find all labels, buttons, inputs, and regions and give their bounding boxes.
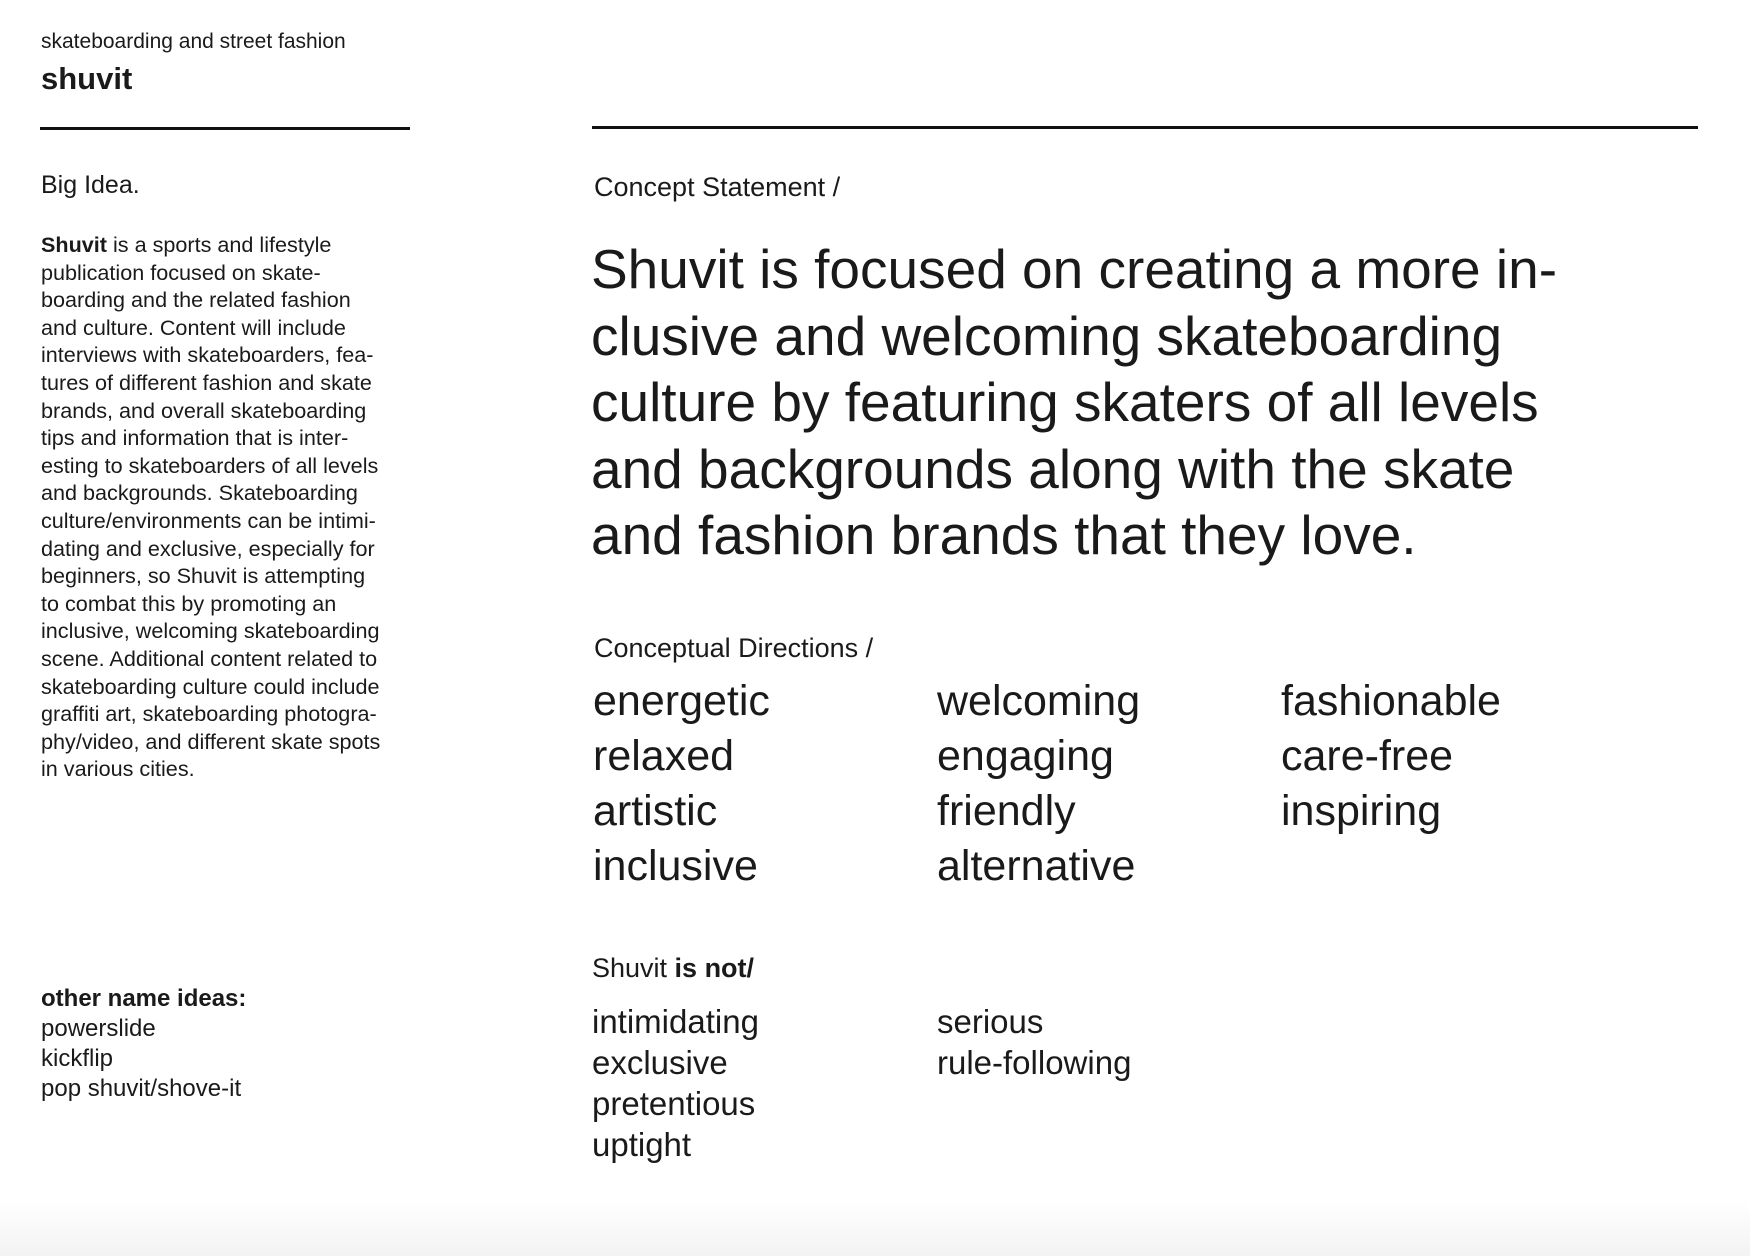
- other-name-ideas: [41, 984, 246, 1104]
- big-idea-line: publication focused on skate-: [41, 259, 321, 285]
- is-not-word: serious: [937, 1003, 1044, 1040]
- direction-word: relaxed: [593, 732, 735, 780]
- concept-statement: [591, 236, 1557, 569]
- big-idea-line: in various cities.: [41, 756, 195, 782]
- big-idea-line: [41, 231, 421, 259]
- big-idea-line: graffiti art, skateboarding photogra-: [41, 701, 377, 727]
- big-idea-line: boarding and the related fashion: [41, 287, 351, 313]
- direction-word: alternative: [937, 842, 1136, 890]
- big-idea-line: phy/video, and different skate spots: [41, 728, 381, 754]
- big-idea-line: skateboarding culture could include: [41, 673, 380, 699]
- big-idea-line: tips and information that is inter-: [41, 425, 349, 451]
- direction-word: engaging: [937, 732, 1114, 780]
- big-idea-line: dating and exclusive, especially for: [41, 535, 375, 561]
- concept-line: clusive and welcoming skateboarding: [591, 304, 1503, 367]
- direction-word: inclusive: [593, 842, 758, 890]
- publication-subtitle: skateboarding and street fashion: [41, 30, 346, 53]
- big-idea-line: culture/environments can be intimi-: [41, 507, 376, 533]
- left-divider: [40, 127, 410, 130]
- name-idea-item: pop shuvit/shove-it: [41, 1075, 242, 1102]
- concept-line: culture by featuring skaters of all levels: [591, 371, 1539, 433]
- is-not-word: rule-following: [937, 1044, 1132, 1081]
- concept-line: and fashion brands that they love.: [591, 504, 1417, 566]
- big-idea-lead: Shuvit: [41, 232, 107, 257]
- big-idea-line: tures of different fashion and skate: [41, 369, 372, 395]
- other-names-heading: other name ideas:: [41, 985, 247, 1012]
- big-idea-line: beginners, so Shuvit is attempting: [41, 563, 366, 589]
- is-not-word: intimidating: [592, 1003, 759, 1040]
- is-not-heading-prefix: Shuvit: [592, 953, 668, 983]
- name-idea-item: powerslide: [41, 1015, 156, 1042]
- big-idea-heading: Big Idea.: [41, 171, 140, 199]
- is-not-heading: [592, 952, 754, 984]
- directions-column: [937, 674, 1140, 894]
- big-idea-line: brands, and overall skateboarding: [41, 397, 367, 423]
- concept-statement-heading: Concept Statement /: [594, 172, 841, 202]
- direction-word: friendly: [937, 787, 1076, 835]
- directions-column: [593, 674, 770, 894]
- direction-word: welcoming: [937, 677, 1141, 725]
- big-idea-line: inclusive, welcoming skateboarding: [41, 618, 380, 644]
- is-not-word: pretentious: [592, 1085, 756, 1122]
- page-bottom-shade: [0, 1200, 1750, 1256]
- big-idea-paragraph: [41, 231, 421, 783]
- concept-line: and backgrounds along with the skate: [591, 437, 1515, 500]
- is-not-word: exclusive: [592, 1044, 728, 1081]
- big-idea-line: scene. Additional content related to: [41, 645, 378, 671]
- is-not-word: uptight: [592, 1126, 692, 1163]
- big-idea-line: interviews with skateboarders, fea-: [41, 342, 374, 368]
- big-idea-line: esting to skateboarders of all levels: [41, 452, 379, 478]
- direction-word: artistic: [593, 787, 718, 835]
- direction-word: care-free: [1281, 732, 1454, 780]
- direction-word: inspiring: [1281, 787, 1442, 835]
- direction-word: energetic: [593, 677, 770, 725]
- name-idea-item: kickflip: [41, 1045, 114, 1072]
- right-divider: [592, 126, 1698, 129]
- publication-title: shuvit: [41, 61, 133, 96]
- big-idea-line: to combat this by promoting an: [41, 590, 337, 616]
- conceptual-directions-heading: Conceptual Directions /: [594, 633, 874, 663]
- big-idea-line: and culture. Content will include: [41, 314, 346, 340]
- direction-word: fashionable: [1281, 677, 1501, 725]
- directions-column: [1281, 674, 1501, 839]
- big-idea-line-text: is a sports and lifestyle: [106, 232, 332, 257]
- big-idea-line: and backgrounds. Skateboarding: [41, 480, 358, 506]
- is-not-column: [592, 1001, 759, 1165]
- is-not-heading-bold: is not/: [667, 953, 755, 983]
- concept-line: Shuvit is focused on creating a more in-: [591, 238, 1558, 300]
- is-not-column: [937, 1001, 1131, 1083]
